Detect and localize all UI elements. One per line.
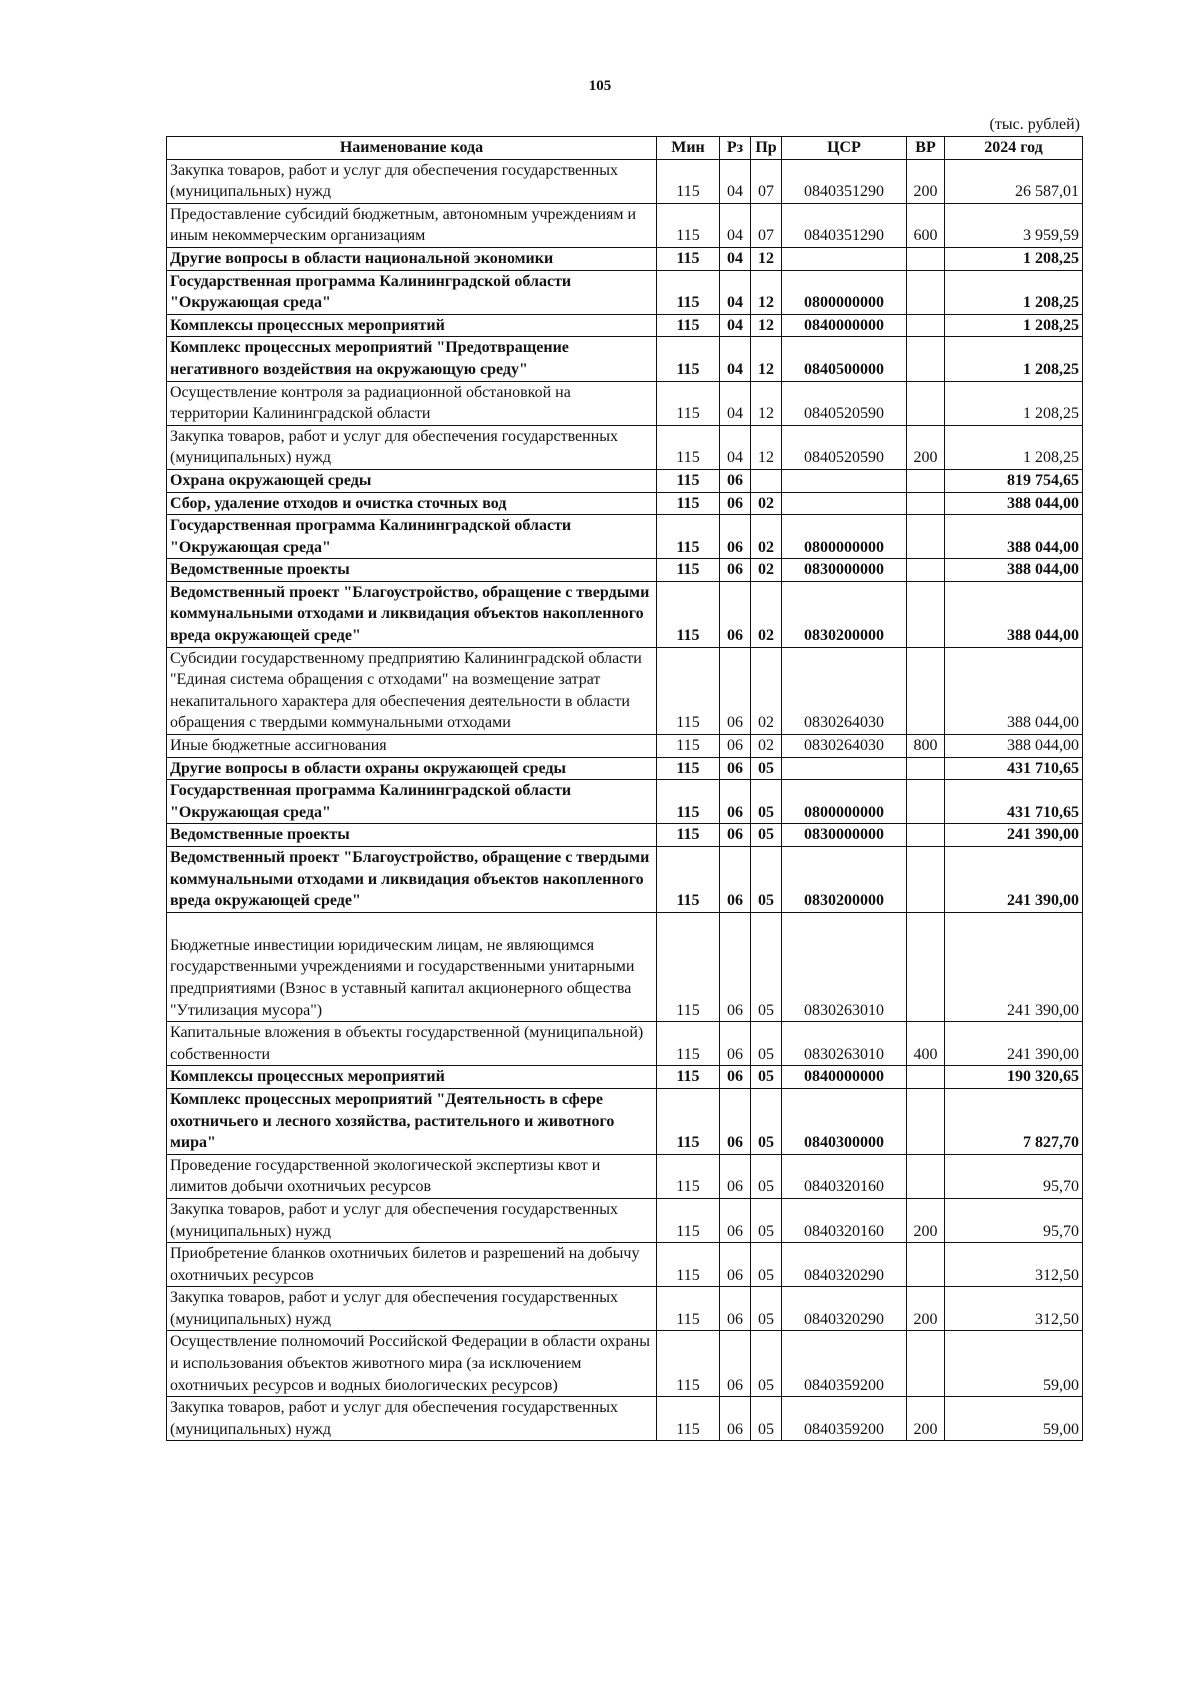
cell-rz: 06 <box>720 735 751 758</box>
budget-table <box>166 136 1083 1441</box>
cell-sum: 388 044,00 <box>945 581 1083 647</box>
cell-name: Капитальные вложения в объекты государственной (муниципальной) собственности <box>167 1022 657 1066</box>
cell-min: 115 <box>657 1243 720 1287</box>
cell-pr: 02 <box>751 647 782 734</box>
cell-sum: 431 710,65 <box>945 780 1083 824</box>
cell-vr: 800 <box>907 735 945 758</box>
cell-csr: 0840351290 <box>782 159 907 203</box>
cell-vr <box>907 559 945 582</box>
cell-name: Сбор, удаление отходов и очистка сточных вод <box>167 492 657 515</box>
cell-name: Ведомственные проекты <box>167 559 657 582</box>
table-row <box>167 469 1083 492</box>
cell-pr: 07 <box>751 203 782 247</box>
cell-vr: 400 <box>907 1022 945 1066</box>
cell-sum: 819 754,65 <box>945 469 1083 492</box>
table-row <box>167 1154 1083 1198</box>
cell-name <box>167 912 657 1021</box>
cell-csr: 0840500000 <box>782 337 907 381</box>
header-year: 2024 год <box>945 137 1083 160</box>
cell-name: Ведомственный проект "Благоустройство, обращение с твердыми коммунальными отходами и ликвидация объектов накопленного вреда окружающей среде" <box>167 847 657 913</box>
cell-name: Другие вопросы в области охраны окружающей среды <box>167 757 657 780</box>
cell-rz: 06 <box>720 515 751 559</box>
cell-min: 115 <box>657 824 720 847</box>
cell-rz: 06 <box>720 912 751 1021</box>
cell-csr: 0840520590 <box>782 381 907 425</box>
table-row <box>167 1022 1083 1066</box>
cell-sum: 3 959,59 <box>945 203 1083 247</box>
table-row <box>167 912 1083 1021</box>
cell-sum: 388 044,00 <box>945 647 1083 734</box>
cell-rz: 06 <box>720 847 751 913</box>
cell-sum: 1 208,25 <box>945 381 1083 425</box>
page-number: 105 <box>588 78 612 94</box>
cell-rz: 04 <box>720 203 751 247</box>
header-pr: Пр <box>751 137 782 160</box>
cell-pr: 12 <box>751 381 782 425</box>
cell-rz: 06 <box>720 492 751 515</box>
cell-pr: 05 <box>751 1287 782 1331</box>
cell-min: 115 <box>657 314 720 337</box>
cell-vr <box>907 270 945 314</box>
cell-pr: 12 <box>751 337 782 381</box>
cell-sum: 1 208,25 <box>945 314 1083 337</box>
cell-name: Другие вопросы в области национальной экономики <box>167 247 657 270</box>
cell-vr <box>907 757 945 780</box>
cell-rz: 06 <box>720 1088 751 1154</box>
cell-rz: 06 <box>720 1397 751 1441</box>
cell-pr: 05 <box>751 1243 782 1287</box>
cell-csr: 0840359200 <box>782 1331 907 1397</box>
units-label: (тыс. рублей) <box>989 116 1080 133</box>
cell-sum: 388 044,00 <box>945 492 1083 515</box>
cell-pr: 12 <box>751 425 782 469</box>
table-row <box>167 492 1083 515</box>
cell-name: Закупка товаров, работ и услуг для обеспечения государственных (муниципальных) нужд <box>167 159 657 203</box>
cell-rz: 04 <box>720 270 751 314</box>
cell-csr: 0840320160 <box>782 1198 907 1242</box>
cell-rz: 06 <box>720 1243 751 1287</box>
cell-name: Комплексы процессных мероприятий <box>167 1066 657 1089</box>
cell-vr <box>907 581 945 647</box>
table-row <box>167 270 1083 314</box>
cell-sum: 1 208,25 <box>945 337 1083 381</box>
table-row <box>167 159 1083 203</box>
table-row <box>167 780 1083 824</box>
table-row <box>167 559 1083 582</box>
table-row <box>167 1397 1083 1441</box>
cell-min: 115 <box>657 469 720 492</box>
cell-min: 115 <box>657 780 720 824</box>
header-min: Мин <box>657 137 720 160</box>
table-row <box>167 757 1083 780</box>
cell-csr: 0800000000 <box>782 515 907 559</box>
cell-min: 115 <box>657 1022 720 1066</box>
cell-vr <box>907 847 945 913</box>
cell-vr <box>907 314 945 337</box>
cell-rz: 06 <box>720 757 751 780</box>
cell-vr <box>907 647 945 734</box>
cell-name-text: Бюджетные инвестиции юридическим лицам, не являющимся государственными учреждениями и государственными унитарными предприятиями (Взнос в уставный капитал акционерного общества "Утилизация мусора") <box>170 936 635 1019</box>
cell-vr <box>907 1088 945 1154</box>
cell-csr: 0840000000 <box>782 1066 907 1089</box>
cell-csr: 0830200000 <box>782 581 907 647</box>
cell-sum: 95,70 <box>945 1154 1083 1198</box>
cell-vr <box>907 469 945 492</box>
cell-rz: 04 <box>720 381 751 425</box>
cell-name: Государственная программа Калининградской области "Окружающая среда" <box>167 515 657 559</box>
cell-pr: 05 <box>751 1198 782 1242</box>
cell-pr: 02 <box>751 735 782 758</box>
table-row <box>167 581 1083 647</box>
cell-rz: 06 <box>720 1066 751 1089</box>
cell-min: 115 <box>657 337 720 381</box>
cell-rz: 06 <box>720 581 751 647</box>
cell-min: 115 <box>657 159 720 203</box>
cell-pr: 12 <box>751 314 782 337</box>
cell-name: Проведение государственной экологической экспертизы квот и лимитов добычи охотничьих ресурсов <box>167 1154 657 1198</box>
cell-min: 115 <box>657 1331 720 1397</box>
cell-csr: 0830263010 <box>782 912 907 1021</box>
table-row <box>167 314 1083 337</box>
cell-name: Государственная программа Калининградской области "Окружающая среда" <box>167 270 657 314</box>
cell-name: Ведомственный проект "Благоустройство, обращение с твердыми коммунальными отходами и ликвидация объектов накопленного вреда окружающей среде" <box>167 581 657 647</box>
cell-vr <box>907 1331 945 1397</box>
cell-pr: 02 <box>751 515 782 559</box>
cell-csr: 0840320160 <box>782 1154 907 1198</box>
cell-vr <box>907 492 945 515</box>
cell-vr <box>907 1066 945 1089</box>
cell-name: Закупка товаров, работ и услуг для обеспечения государственных (муниципальных) нужд <box>167 1287 657 1331</box>
cell-name: Государственная программа Калининградской области "Окружающая среда" <box>167 780 657 824</box>
cell-name: Ведомственные проекты <box>167 824 657 847</box>
cell-sum: 1 208,25 <box>945 247 1083 270</box>
cell-pr: 05 <box>751 1397 782 1441</box>
header-rz: Рз <box>720 137 751 160</box>
table-row <box>167 1088 1083 1154</box>
cell-sum: 431 710,65 <box>945 757 1083 780</box>
cell-vr: 200 <box>907 1198 945 1242</box>
cell-pr: 05 <box>751 1331 782 1397</box>
cell-csr: 0830264030 <box>782 735 907 758</box>
table-row <box>167 847 1083 913</box>
cell-vr: 200 <box>907 1287 945 1331</box>
cell-name: Иные бюджетные ассигнования <box>167 735 657 758</box>
cell-pr: 02 <box>751 559 782 582</box>
cell-rz: 06 <box>720 469 751 492</box>
cell-sum: 190 320,65 <box>945 1066 1083 1089</box>
cell-rz: 06 <box>720 1287 751 1331</box>
table-body <box>167 159 1083 1441</box>
table-row <box>167 824 1083 847</box>
cell-rz: 06 <box>720 780 751 824</box>
table-header-row <box>167 137 1083 160</box>
cell-csr <box>782 757 907 780</box>
table-row <box>167 203 1083 247</box>
cell-csr: 0830263010 <box>782 1022 907 1066</box>
cell-name: Приобретение бланков охотничьих билетов и разрешений на добычу охотничьих ресурсов <box>167 1243 657 1287</box>
cell-rz: 06 <box>720 1198 751 1242</box>
cell-min: 115 <box>657 581 720 647</box>
table-row <box>167 381 1083 425</box>
cell-csr: 0840000000 <box>782 314 907 337</box>
cell-pr: 02 <box>751 581 782 647</box>
cell-min: 115 <box>657 559 720 582</box>
cell-min: 115 <box>657 515 720 559</box>
table-row <box>167 425 1083 469</box>
cell-min: 115 <box>657 757 720 780</box>
cell-pr: 05 <box>751 847 782 913</box>
cell-pr: 05 <box>751 780 782 824</box>
cell-min: 115 <box>657 203 720 247</box>
cell-sum: 1 208,25 <box>945 425 1083 469</box>
cell-sum: 7 827,70 <box>945 1088 1083 1154</box>
cell-name: Закупка товаров, работ и услуг для обеспечения государственных (муниципальных) нужд <box>167 1198 657 1242</box>
cell-min: 115 <box>657 1397 720 1441</box>
cell-csr: 0840359200 <box>782 1397 907 1441</box>
cell-name: Комплексы процессных мероприятий <box>167 314 657 337</box>
cell-min: 115 <box>657 847 720 913</box>
cell-name: Комплекс процессных мероприятий "Деятельность в сфере охотничьего и лесного хозяйства, растительного и животного мира" <box>167 1088 657 1154</box>
cell-vr: 200 <box>907 159 945 203</box>
cell-name: Закупка товаров, работ и услуг для обеспечения государственных (муниципальных) нужд <box>167 425 657 469</box>
cell-sum: 388 044,00 <box>945 735 1083 758</box>
cell-vr <box>907 912 945 1021</box>
cell-pr: 02 <box>751 492 782 515</box>
cell-pr: 05 <box>751 1154 782 1198</box>
cell-vr <box>907 780 945 824</box>
cell-min: 115 <box>657 492 720 515</box>
cell-vr <box>907 247 945 270</box>
cell-csr: 0840520590 <box>782 425 907 469</box>
cell-name: Осуществление полномочий Российской Федерации в области охраны и использования объектов животного мира (за исключением охотничьих ресурсов и водных биологических ресурсов) <box>167 1331 657 1397</box>
header-vr: ВР <box>907 137 945 160</box>
cell-name: Комплекс процессных мероприятий "Предотвращение негативного воздействия на окружающую среду" <box>167 337 657 381</box>
cell-name: Охрана окружающей среды <box>167 469 657 492</box>
table-row <box>167 1243 1083 1287</box>
table-row <box>167 735 1083 758</box>
table-row <box>167 515 1083 559</box>
cell-pr: 05 <box>751 757 782 780</box>
table-row <box>167 1331 1083 1397</box>
cell-rz: 06 <box>720 1154 751 1198</box>
cell-pr: 05 <box>751 1022 782 1066</box>
header-name: Наименование кода <box>167 137 657 160</box>
cell-sum: 388 044,00 <box>945 559 1083 582</box>
cell-name: Закупка товаров, работ и услуг для обеспечения государственных (муниципальных) нужд <box>167 1397 657 1441</box>
cell-rz: 04 <box>720 425 751 469</box>
cell-vr <box>907 515 945 559</box>
cell-name: Осуществление контроля за радиационной обстановкой на территории Калининградской области <box>167 381 657 425</box>
cell-min: 115 <box>657 270 720 314</box>
cell-name: Субсидии государственному предприятию Калининградской области "Единая система обращения с отходами" на возмещение затрат некапитального характера для обеспечения деятельности в области обращения с твердыми коммунальными отходами <box>167 647 657 734</box>
cell-sum: 312,50 <box>945 1243 1083 1287</box>
cell-csr <box>782 247 907 270</box>
header-csr: ЦСР <box>782 137 907 160</box>
table-row <box>167 647 1083 734</box>
cell-csr <box>782 469 907 492</box>
cell-csr: 0840300000 <box>782 1088 907 1154</box>
cell-vr: 200 <box>907 1397 945 1441</box>
cell-sum: 241 390,00 <box>945 847 1083 913</box>
cell-pr <box>751 469 782 492</box>
cell-csr: 0830200000 <box>782 847 907 913</box>
cell-pr: 12 <box>751 247 782 270</box>
cell-csr <box>782 492 907 515</box>
cell-rz: 06 <box>720 824 751 847</box>
cell-csr: 0840320290 <box>782 1287 907 1331</box>
cell-sum: 312,50 <box>945 1287 1083 1331</box>
cell-pr: 05 <box>751 1088 782 1154</box>
cell-sum: 241 390,00 <box>945 824 1083 847</box>
cell-sum: 26 587,01 <box>945 159 1083 203</box>
cell-csr: 0840320290 <box>782 1243 907 1287</box>
table-row <box>167 1198 1083 1242</box>
table-row <box>167 247 1083 270</box>
cell-sum: 241 390,00 <box>945 1022 1083 1066</box>
cell-sum: 241 390,00 <box>945 912 1083 1021</box>
cell-min: 115 <box>657 735 720 758</box>
cell-spacer <box>170 913 653 935</box>
cell-sum: 95,70 <box>945 1198 1083 1242</box>
cell-name: Предоставление субсидий бюджетным, автономным учреждениям и иным некоммерческим организациям <box>167 203 657 247</box>
cell-min: 115 <box>657 1154 720 1198</box>
cell-pr: 05 <box>751 824 782 847</box>
cell-min: 115 <box>657 247 720 270</box>
table-row <box>167 1287 1083 1331</box>
cell-csr: 0800000000 <box>782 270 907 314</box>
table-row <box>167 337 1083 381</box>
cell-vr: 200 <box>907 425 945 469</box>
cell-sum: 59,00 <box>945 1331 1083 1397</box>
cell-pr: 05 <box>751 1066 782 1089</box>
cell-rz: 04 <box>720 247 751 270</box>
cell-sum: 1 208,25 <box>945 270 1083 314</box>
cell-rz: 06 <box>720 647 751 734</box>
cell-csr: 0840351290 <box>782 203 907 247</box>
cell-min: 115 <box>657 647 720 734</box>
cell-pr: 05 <box>751 912 782 1021</box>
cell-rz: 06 <box>720 1022 751 1066</box>
cell-sum: 388 044,00 <box>945 515 1083 559</box>
table-row <box>167 1066 1083 1089</box>
cell-csr: 0800000000 <box>782 780 907 824</box>
cell-pr: 12 <box>751 270 782 314</box>
cell-vr <box>907 337 945 381</box>
cell-vr: 600 <box>907 203 945 247</box>
cell-csr: 0830000000 <box>782 824 907 847</box>
cell-csr: 0830000000 <box>782 559 907 582</box>
cell-min: 115 <box>657 425 720 469</box>
cell-rz: 04 <box>720 337 751 381</box>
cell-vr <box>907 1154 945 1198</box>
cell-vr <box>907 381 945 425</box>
cell-min: 115 <box>657 1198 720 1242</box>
cell-min: 115 <box>657 912 720 1021</box>
cell-min: 115 <box>657 1066 720 1089</box>
cell-rz: 06 <box>720 559 751 582</box>
cell-min: 115 <box>657 1287 720 1331</box>
cell-vr <box>907 1243 945 1287</box>
cell-rz: 06 <box>720 1331 751 1397</box>
cell-min: 115 <box>657 1088 720 1154</box>
cell-vr <box>907 824 945 847</box>
cell-min: 115 <box>657 381 720 425</box>
cell-rz: 04 <box>720 314 751 337</box>
cell-sum: 59,00 <box>945 1397 1083 1441</box>
cell-pr: 07 <box>751 159 782 203</box>
cell-csr: 0830264030 <box>782 647 907 734</box>
cell-rz: 04 <box>720 159 751 203</box>
